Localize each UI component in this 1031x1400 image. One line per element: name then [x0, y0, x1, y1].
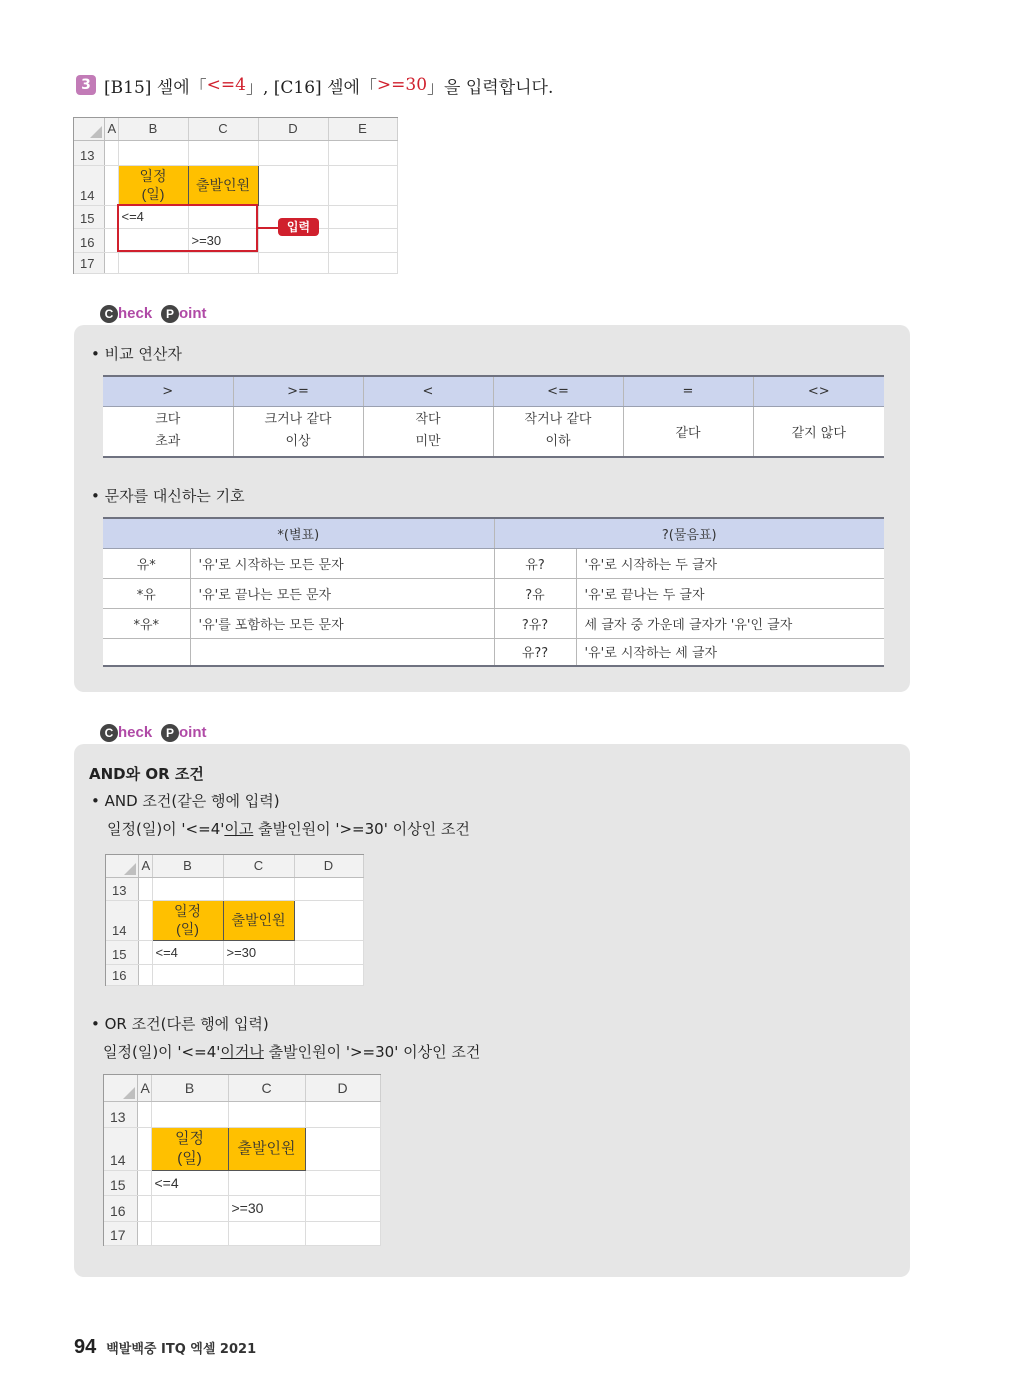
- book-title: 백발백중 ITQ 엑셀 2021: [106, 1342, 257, 1357]
- column-header-b[interactable]: B: [151, 1075, 228, 1101]
- cell-d13[interactable]: [258, 140, 328, 165]
- checkpoint-c-badge: C: [100, 724, 118, 742]
- wildcard-table: [103, 517, 884, 667]
- cell-e17[interactable]: [328, 252, 397, 273]
- and-condition-heading: • AND 조건(같은 행에 입력): [91, 792, 280, 810]
- row-header-15[interactable]: 15: [106, 940, 138, 964]
- input-range-highlight: [117, 204, 258, 252]
- cell-c17[interactable]: [228, 1221, 305, 1245]
- cell-d15[interactable]: [294, 940, 363, 964]
- column-header-a[interactable]: A: [138, 855, 152, 877]
- compare-cell: 크다 초과: [103, 406, 233, 457]
- column-header-b[interactable]: B: [152, 855, 223, 877]
- step-text-2: 」, [C16] 셀에「: [245, 77, 377, 98]
- page-number: 94: [74, 1336, 97, 1358]
- wildcard-desc: '유'로 시작하는 두 글자: [576, 548, 884, 578]
- column-header-e[interactable]: E: [328, 118, 397, 140]
- wildcard-desc: '유'로 시작하는 세 글자: [576, 638, 884, 666]
- column-header-c[interactable]: C: [223, 855, 294, 877]
- checkpoint-oint-text: oint: [179, 724, 207, 741]
- compare-header: <=: [493, 376, 623, 406]
- spreadsheet-and: [105, 854, 364, 986]
- compare-operators-table: [103, 375, 884, 458]
- checkpoint-label-1: [86, 305, 266, 327]
- column-header-d[interactable]: D: [258, 118, 328, 140]
- wildcard-symbol: *유: [103, 578, 190, 608]
- wildcard-desc: '유'로 끝나는 두 글자: [576, 578, 884, 608]
- cell-a15[interactable]: [138, 940, 152, 964]
- cell-b14[interactable]: 일정 (일): [151, 1127, 228, 1170]
- column-header-a[interactable]: A: [104, 118, 118, 140]
- cell-c13[interactable]: [228, 1101, 305, 1127]
- cell-a17[interactable]: [137, 1221, 151, 1245]
- cell-d17[interactable]: [305, 1221, 380, 1245]
- cell-c16[interactable]: [223, 964, 294, 985]
- checkpoint-label-2: [86, 724, 266, 746]
- wildcard-desc: '유'로 시작하는 모든 문자: [190, 548, 494, 578]
- cell-b15[interactable]: <=4: [151, 1170, 228, 1195]
- or-desc-part-2: 출발인원이 '>=30' 이상인 조건: [263, 1043, 481, 1061]
- column-header-c[interactable]: C: [228, 1075, 305, 1101]
- cell-d13[interactable]: [294, 877, 363, 900]
- cell-b16[interactable]: [151, 1195, 228, 1221]
- compare-header: <: [363, 376, 493, 406]
- cell-a14[interactable]: [104, 165, 118, 205]
- row-header-14[interactable]: 14: [106, 900, 138, 940]
- cell-a13[interactable]: [137, 1101, 151, 1127]
- cell-c14[interactable]: 출발인원: [188, 165, 258, 205]
- wildcard-desc: [190, 638, 494, 666]
- or-desc-underlined: 이거나: [220, 1043, 264, 1061]
- cell-c13[interactable]: [223, 877, 294, 900]
- wildcard-header-asterisk: *(별표): [103, 518, 494, 548]
- wildcard-symbol: 유*: [103, 548, 190, 578]
- column-header-c[interactable]: C: [188, 118, 258, 140]
- and-desc-part-2: 출발인원이 '>=30' 이상인 조건: [253, 820, 470, 838]
- cell-b13[interactable]: [118, 140, 188, 165]
- and-or-title: AND와 OR 조건: [89, 765, 204, 783]
- compare-header: >: [103, 376, 233, 406]
- row-header-13[interactable]: 13: [106, 877, 138, 900]
- wildcard-symbol: [103, 638, 190, 666]
- cell-d16[interactable]: [305, 1195, 380, 1221]
- cell-d14[interactable]: [258, 165, 328, 205]
- column-header-a[interactable]: A: [137, 1075, 151, 1101]
- cell-a15[interactable]: [137, 1170, 151, 1195]
- row-header-16[interactable]: 16: [104, 1195, 137, 1221]
- cell-d17[interactable]: [258, 252, 328, 273]
- cell-c15[interactable]: >=30: [223, 940, 294, 964]
- cell-b14[interactable]: 일정 (일): [152, 900, 223, 940]
- select-all-corner[interactable]: [74, 118, 104, 140]
- cell-a13[interactable]: [138, 877, 152, 900]
- cell-a13[interactable]: [104, 140, 118, 165]
- cell-c13[interactable]: [188, 140, 258, 165]
- wildcard-desc: '유'로 끝나는 모든 문자: [190, 578, 494, 608]
- wildcard-symbol: ?유: [494, 578, 576, 608]
- compare-cell: 작거나 같다 이하: [493, 406, 623, 457]
- cell-b13[interactable]: [152, 877, 223, 900]
- compare-header: >=: [233, 376, 363, 406]
- or-desc-part-1: 일정(일)이 '<=4': [103, 1043, 221, 1061]
- cell-d15[interactable]: [305, 1170, 380, 1195]
- input-callout-tag: 입력: [278, 218, 319, 236]
- checkpoint-p-badge: P: [161, 305, 179, 323]
- row-header-14[interactable]: 14: [74, 165, 104, 205]
- row-header-14[interactable]: 14: [104, 1127, 137, 1170]
- step-value-2: >=30: [376, 75, 428, 95]
- cell-a14[interactable]: [137, 1127, 151, 1170]
- wildcard-desc: 세 글자 중 가운데 글자가 '유'인 글자: [576, 608, 884, 638]
- and-desc-underlined: 이고: [224, 820, 254, 838]
- cell-c14[interactable]: 출발인원: [228, 1127, 305, 1170]
- cell-a17[interactable]: [104, 252, 118, 273]
- wildcard-symbol: *유*: [103, 608, 190, 638]
- cell-d13[interactable]: [305, 1101, 380, 1127]
- cell-b17[interactable]: [151, 1221, 228, 1245]
- and-desc-part-1: 일정(일)이 '<=4': [107, 820, 225, 838]
- cell-e15[interactable]: [328, 205, 397, 228]
- or-condition-desc: [103, 1041, 480, 1062]
- row-header-13[interactable]: 13: [74, 140, 104, 165]
- and-condition-desc: [107, 818, 470, 839]
- wildcard-heading: • 문자를 대신하는 기호: [91, 487, 245, 505]
- cell-b15[interactable]: <=4: [118, 205, 188, 228]
- or-condition-heading: • OR 조건(다른 행에 입력): [91, 1015, 269, 1033]
- checkpoint-heck-text: heck: [118, 724, 153, 741]
- wildcard-header-question: ?(물음표): [494, 518, 884, 548]
- cell-a15[interactable]: [104, 205, 118, 228]
- compare-cell: 같지 않다: [753, 406, 884, 457]
- step-heading: [76, 70, 553, 100]
- select-all-corner[interactable]: [106, 855, 138, 877]
- compare-header: =: [623, 376, 753, 406]
- cell-a16[interactable]: [104, 228, 118, 252]
- cell-a16[interactable]: [137, 1195, 151, 1221]
- row-header-16[interactable]: 16: [74, 228, 104, 252]
- cell-b16[interactable]: [152, 964, 223, 985]
- wildcard-desc: '유'를 포함하는 모든 문자: [190, 608, 494, 638]
- row-header-17[interactable]: 17: [104, 1221, 137, 1245]
- compare-operators-heading: • 비교 연산자: [91, 345, 182, 363]
- step-text-3: 」을 입력합니다.: [427, 77, 554, 98]
- cell-d14[interactable]: [305, 1127, 380, 1170]
- select-all-corner[interactable]: [104, 1075, 137, 1101]
- wildcard-symbol: ?유?: [494, 608, 576, 638]
- compare-cell: 같다: [623, 406, 753, 457]
- cell-c15[interactable]: [228, 1170, 305, 1195]
- compare-cell: 크거나 같다 이상: [233, 406, 363, 457]
- column-header-b[interactable]: B: [118, 118, 188, 140]
- cell-b15[interactable]: <=4: [152, 940, 223, 964]
- row-header-15[interactable]: 15: [104, 1170, 137, 1195]
- cell-d16[interactable]: [294, 964, 363, 985]
- row-header-15[interactable]: 15: [74, 205, 104, 228]
- column-header-d[interactable]: D: [305, 1075, 380, 1101]
- cell-c17[interactable]: [188, 252, 258, 273]
- checkpoint-c-badge: C: [100, 305, 118, 323]
- cell-e13[interactable]: [328, 140, 397, 165]
- step-value-1: <=4: [206, 75, 246, 95]
- cell-c14[interactable]: 출발인원: [223, 900, 294, 940]
- wildcard-symbol: 유?: [494, 548, 576, 578]
- row-header-13[interactable]: 13: [104, 1101, 137, 1127]
- step-number-badge: 3: [76, 75, 96, 95]
- page-footer: [74, 1336, 256, 1359]
- cell-b13[interactable]: [151, 1101, 228, 1127]
- cell-d14[interactable]: [294, 900, 363, 940]
- cell-b14[interactable]: 일정 (일): [118, 165, 188, 205]
- row-header-17[interactable]: 17: [74, 252, 104, 273]
- checkpoint-heck-text: heck: [118, 305, 153, 322]
- cell-e14[interactable]: [328, 165, 397, 205]
- compare-cell: 작다 미만: [363, 406, 493, 457]
- row-header-16[interactable]: 16: [106, 964, 138, 985]
- cell-c16[interactable]: >=30: [228, 1195, 305, 1221]
- step-text-1: [B15] 셀에「: [104, 77, 207, 98]
- cell-a16[interactable]: [138, 964, 152, 985]
- spreadsheet-or: [103, 1074, 381, 1246]
- column-header-d[interactable]: D: [294, 855, 363, 877]
- input-callout-line: [258, 227, 278, 229]
- cell-c16[interactable]: >=30: [188, 228, 258, 252]
- checkpoint-p-badge: P: [161, 724, 179, 742]
- cell-b17[interactable]: [118, 252, 188, 273]
- cell-a14[interactable]: [138, 900, 152, 940]
- compare-header: <>: [753, 376, 884, 406]
- checkpoint-oint-text: oint: [179, 305, 207, 322]
- cell-e16[interactable]: [328, 228, 397, 252]
- wildcard-symbol: 유??: [494, 638, 576, 666]
